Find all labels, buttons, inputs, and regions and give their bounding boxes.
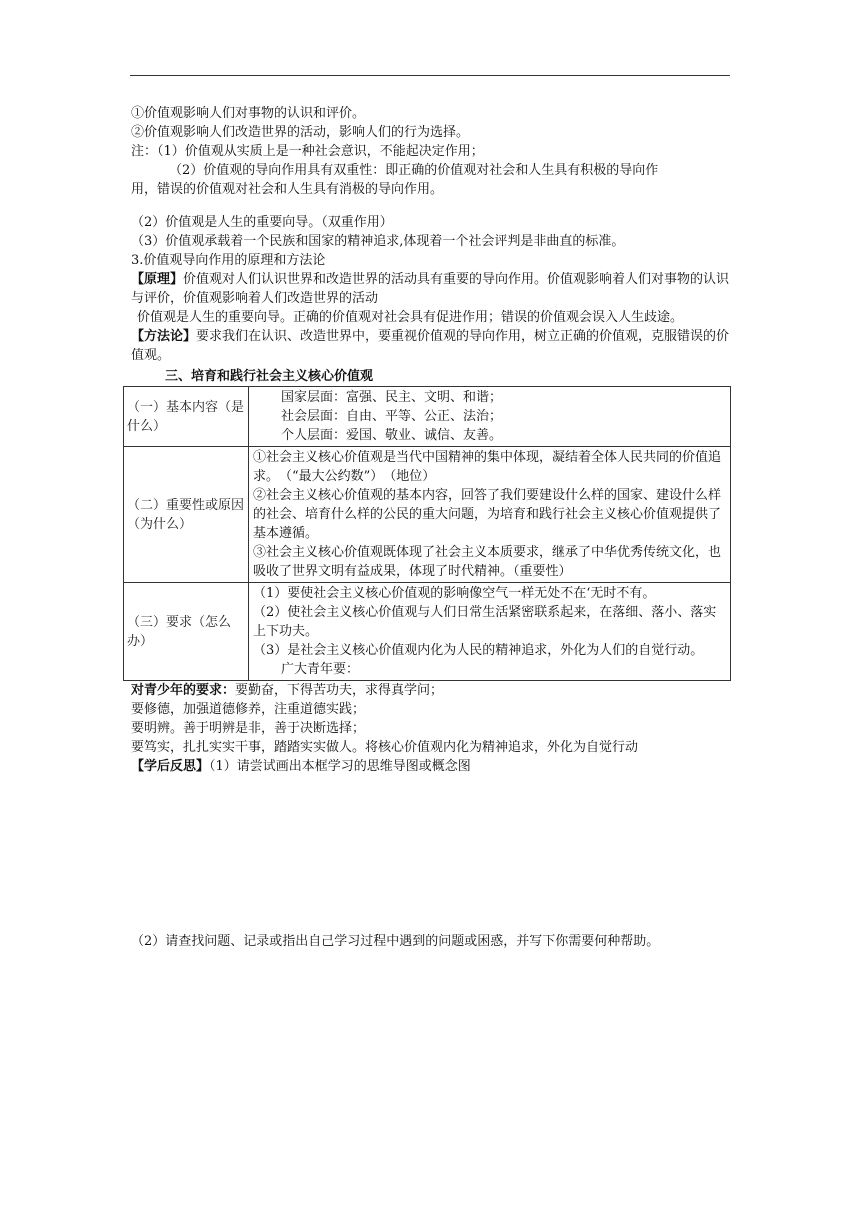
intro-point-4: （3）价值观承载着一个民族和国家的精神追求,体现着一个社会评判是非曲直的标准。: [131, 234, 625, 249]
reflection-question-1: [131, 757, 731, 776]
principle-paragraph-2: 价值观是人生的重要向导。正确的价值观对社会具有促进作用；错误的价值观会误入人生歧途。: [137, 310, 684, 325]
row-value-importance: [249, 447, 731, 583]
row-value-content: [249, 387, 731, 447]
content-social: 社会层面：自由、平等、公正、法治；: [281, 409, 503, 424]
note-1: 注：（1）价值观从实质上是一种社会意识，不能起决定作用；: [131, 144, 484, 159]
method-text: 要求我们在认识、改造世界中，要重视价值观的导向作用，树立正确的价值观，克服错误的价值观。: [131, 329, 730, 363]
row-label-importance: （二）重要性或原因（为什么）: [124, 447, 249, 583]
intro-point-1: ①价值观影响人们对事物的认识和评价。: [131, 106, 366, 121]
importance-3: ③社会主义核心价值观既体现了社会主义本质要求，继承了中华优秀传统文化，也吸收了世界文明有益成果，体现了时代精神。（重要性）: [253, 545, 722, 579]
section-2-3-title: 3.价值观导向作用的原理和方法论: [131, 253, 326, 268]
youth-line-4: 要笃实，扎扎实实干事，踏踏实实做人。将核心价值观内化为精神追求，外化为自觉行动: [131, 740, 639, 755]
youth-line-3: 要明辨。善于明辨是非，善于决断选择；: [131, 721, 366, 736]
row-label-requirements: （三）要求（怎么办）: [124, 583, 249, 681]
intro-point-2: ②价值观影响人们改造世界的活动，影响人们的行为选择。: [131, 125, 470, 140]
table-row: [124, 447, 731, 583]
method-label: 【方法论】: [131, 329, 197, 344]
reflection-q1-text: （1）请尝试画出本框学习的思维导图或概念图: [209, 759, 471, 774]
content-national: 国家层面：富强、民主、文明、和谐；: [281, 390, 503, 405]
importance-2: ②社会主义核心价值观的基本内容，回答了我们要建设什么样的国家、建设什么样的社会、培育什么样的公民的重大问题，为培育和践行社会主义核心价值观提供了基本遵循。: [253, 488, 722, 541]
intro-point-3: （2）价值观是人生的重要向导。（双重作用）: [131, 215, 393, 230]
reflection-question-2: （2）请查找问题、记录或指出自己学习过程中遇到的问题或困惑，并写下你需要何种帮助。: [131, 934, 660, 949]
table-row: [124, 583, 731, 681]
principle-label: 【原理】: [131, 272, 184, 287]
section-3-heading: 三、培育和践行社会主义核心价值观: [165, 369, 374, 384]
principle-text: 价值观对人们认识世界和改造世界的活动具有重要的导向作用。价值观影响着人们对事物的认识与评价，价值观影响着人们改造世界的活动: [131, 272, 730, 306]
requirement-2: （2）使社会主义核心价值观与人们日常生活紧密联系起来，在落细、落小、落实上下功夫。: [253, 605, 717, 639]
importance-1: ①社会主义核心价值观是当代中国精神的集中体现，凝结着全体人民共同的价值追求。 （“最大公约数”） （地位）: [253, 450, 722, 484]
mind-map-blank-area[interactable]: [131, 776, 731, 932]
row-label-content: （一）基本内容（是什么）: [124, 387, 249, 447]
youth-label: 对青少年的要求：: [131, 683, 236, 698]
reflection-label: 【学后反思】: [131, 759, 210, 774]
document-body: [127, 104, 731, 951]
requirement-1: （1）要使社会主义核心价值观的影响像空气一样无处不在‘无时不有。: [253, 586, 656, 601]
header-rule: [130, 75, 730, 76]
requirement-3: （3）是社会主义核心价值观内化为人民的精神追求，外化为人们的自觉行动。: [253, 643, 704, 658]
youth-line-1: 要勤奋，下得苦功夫，求得真学问；: [235, 683, 444, 698]
table-row: [124, 387, 731, 447]
youth-requirements: [131, 681, 731, 700]
note-2b: 用，错误的价值观对社会和人生具有消极的导向作用。: [131, 182, 444, 197]
youth-line-2: 要修德，加强道德修养，注重道德实践；: [131, 702, 366, 717]
note-2a: （2）价值观的导向作用具有双重性：即正确的价值观对社会和人生具有积极的导向作: [169, 163, 659, 178]
principle-paragraph: [131, 270, 731, 308]
row-value-requirements: [249, 583, 731, 681]
method-paragraph: [131, 327, 731, 365]
core-values-table: [123, 386, 731, 681]
content-personal: 个人层面：爱国、敬业、诚信、友善。: [281, 428, 503, 443]
requirement-youth: 广大青年要：: [281, 662, 360, 677]
